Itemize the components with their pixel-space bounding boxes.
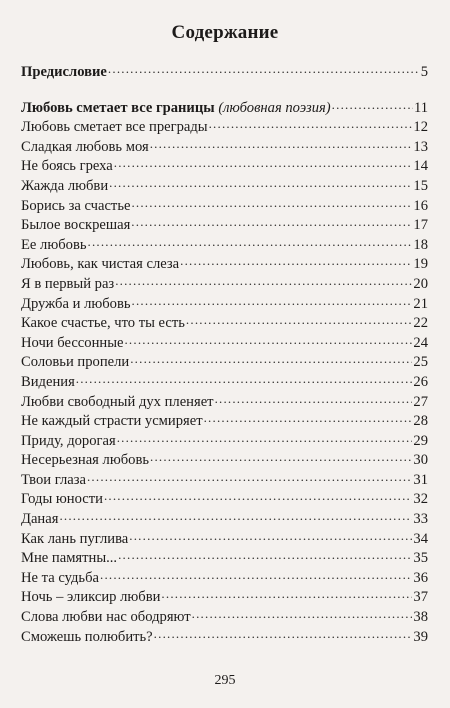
dot-leader [150, 447, 412, 467]
dot-leader [117, 428, 413, 448]
dot-leader [59, 506, 412, 526]
dot-leader [131, 212, 412, 232]
dot-leader [209, 114, 413, 134]
toc-page-number: 36 [413, 569, 428, 586]
toc-entry-preface [21, 62, 428, 82]
toc-entry [21, 627, 428, 647]
dot-leader [114, 153, 413, 173]
dot-leader [129, 526, 412, 546]
section-title: Любовь сметает все границы [21, 99, 215, 116]
toc-page-number: 27 [413, 393, 428, 410]
dot-leader [109, 173, 412, 193]
dot-leader [132, 291, 413, 311]
dot-leader [180, 251, 412, 271]
toc-page-number: 21 [413, 295, 428, 312]
toc-entry-label: Твои глаза [21, 471, 86, 488]
dot-leader [115, 271, 412, 291]
table-of-contents [21, 62, 428, 646]
toc-page-number: 37 [413, 589, 428, 606]
toc-entry-label: Сладкая любовь моя [21, 138, 149, 155]
toc-entry-label: Не боясь греха [21, 158, 113, 175]
dot-leader [124, 330, 412, 350]
toc-page-number: 32 [413, 491, 428, 508]
dot-leader [192, 604, 413, 624]
toc-page-number: 34 [413, 530, 428, 547]
toc-entry-label: Ночи бессонные [21, 334, 124, 351]
toc-page-number: 14 [413, 158, 428, 175]
toc-page-number: 13 [413, 138, 428, 155]
toc-entry-label: Я в первый раз [21, 275, 115, 292]
toc-entry-label: Как лань пуглива [21, 530, 129, 547]
toc-entry-label: Видения [21, 373, 75, 390]
toc-entry-label: Соловьи пропели [21, 354, 130, 371]
dot-leader [332, 95, 413, 115]
dot-leader [87, 467, 412, 487]
page-title: Содержание [171, 22, 279, 43]
toc-entry-label: Даная [21, 511, 59, 528]
section-note: (любовная поэзия) [218, 99, 331, 116]
dot-leader [204, 408, 413, 428]
page-number: 295 [214, 673, 236, 688]
dot-leader [154, 624, 413, 644]
toc-page-number: 5 [420, 64, 428, 80]
toc-page-number: 29 [413, 432, 428, 449]
toc-entry-label: Какое счастье, что ты есть [21, 315, 185, 332]
toc-page-number: 16 [413, 197, 428, 214]
toc-entry-label: Ночь – эликсир любви [21, 589, 161, 606]
dot-leader [215, 389, 413, 409]
toc-entry-label: Жажда любви [21, 177, 109, 194]
toc-page-number: 39 [413, 628, 428, 645]
toc-page-number: 22 [413, 315, 428, 332]
toc-page-number: 33 [413, 511, 428, 528]
toc-entry-label: Любви свободный дух пленяет [21, 393, 214, 410]
toc-entry-label: Ее любовь [21, 236, 87, 253]
toc-entries [21, 117, 428, 646]
toc-page-number: 35 [413, 550, 428, 567]
dot-leader [88, 232, 413, 252]
toc-entry-label: Любовь, как чистая слеза [21, 256, 180, 273]
toc-entry-label: Приду, дорогая [21, 432, 116, 449]
toc-entry-label: Любовь сметает все преграды [21, 119, 208, 136]
toc-page-number: 19 [413, 256, 428, 273]
toc-entry-label: Мне памятны... [21, 550, 118, 567]
toc-page-number: 20 [413, 275, 428, 292]
toc-entry-label: Годы юности [21, 491, 103, 508]
toc-page-number: 25 [413, 354, 428, 371]
toc-entry-label: Несерьезная любовь [21, 452, 149, 469]
toc-page-number: 31 [413, 471, 428, 488]
toc-page-number: 15 [413, 177, 428, 194]
toc-page-number: 12 [413, 119, 428, 136]
dot-leader [108, 59, 420, 79]
dot-leader [186, 310, 412, 330]
dot-leader [118, 545, 412, 565]
toc-entry-label: Борись за счастье [21, 197, 131, 214]
toc-entry-label: Былое воскрешая [21, 217, 131, 234]
toc-entry-label: Слова любви нас ободряют [21, 609, 191, 626]
dot-leader [76, 369, 413, 389]
toc-entry-label: Не та судьба [21, 569, 99, 586]
toc-page-number: 38 [413, 609, 428, 626]
toc-entry-label: Предисловие [21, 64, 107, 80]
toc-entry-label: Не каждый страсти усмиряет [21, 413, 203, 430]
dot-leader [130, 349, 412, 369]
toc-entry-label: Дружба и любовь [21, 295, 131, 312]
dot-leader [100, 565, 412, 585]
toc-page-number: 18 [413, 236, 428, 253]
toc-page-number: 17 [413, 217, 428, 234]
toc-page-number: 11 [413, 99, 428, 116]
dot-leader [131, 193, 412, 213]
dot-leader [161, 584, 412, 604]
dot-leader [104, 486, 412, 506]
toc-page-number: 30 [413, 452, 428, 469]
toc-page-number: 28 [413, 413, 428, 430]
dot-leader [150, 134, 413, 154]
toc-entry-label: Сможешь полюбить? [21, 628, 153, 645]
toc-page-number: 24 [413, 334, 428, 351]
toc-page-number: 26 [413, 373, 428, 390]
